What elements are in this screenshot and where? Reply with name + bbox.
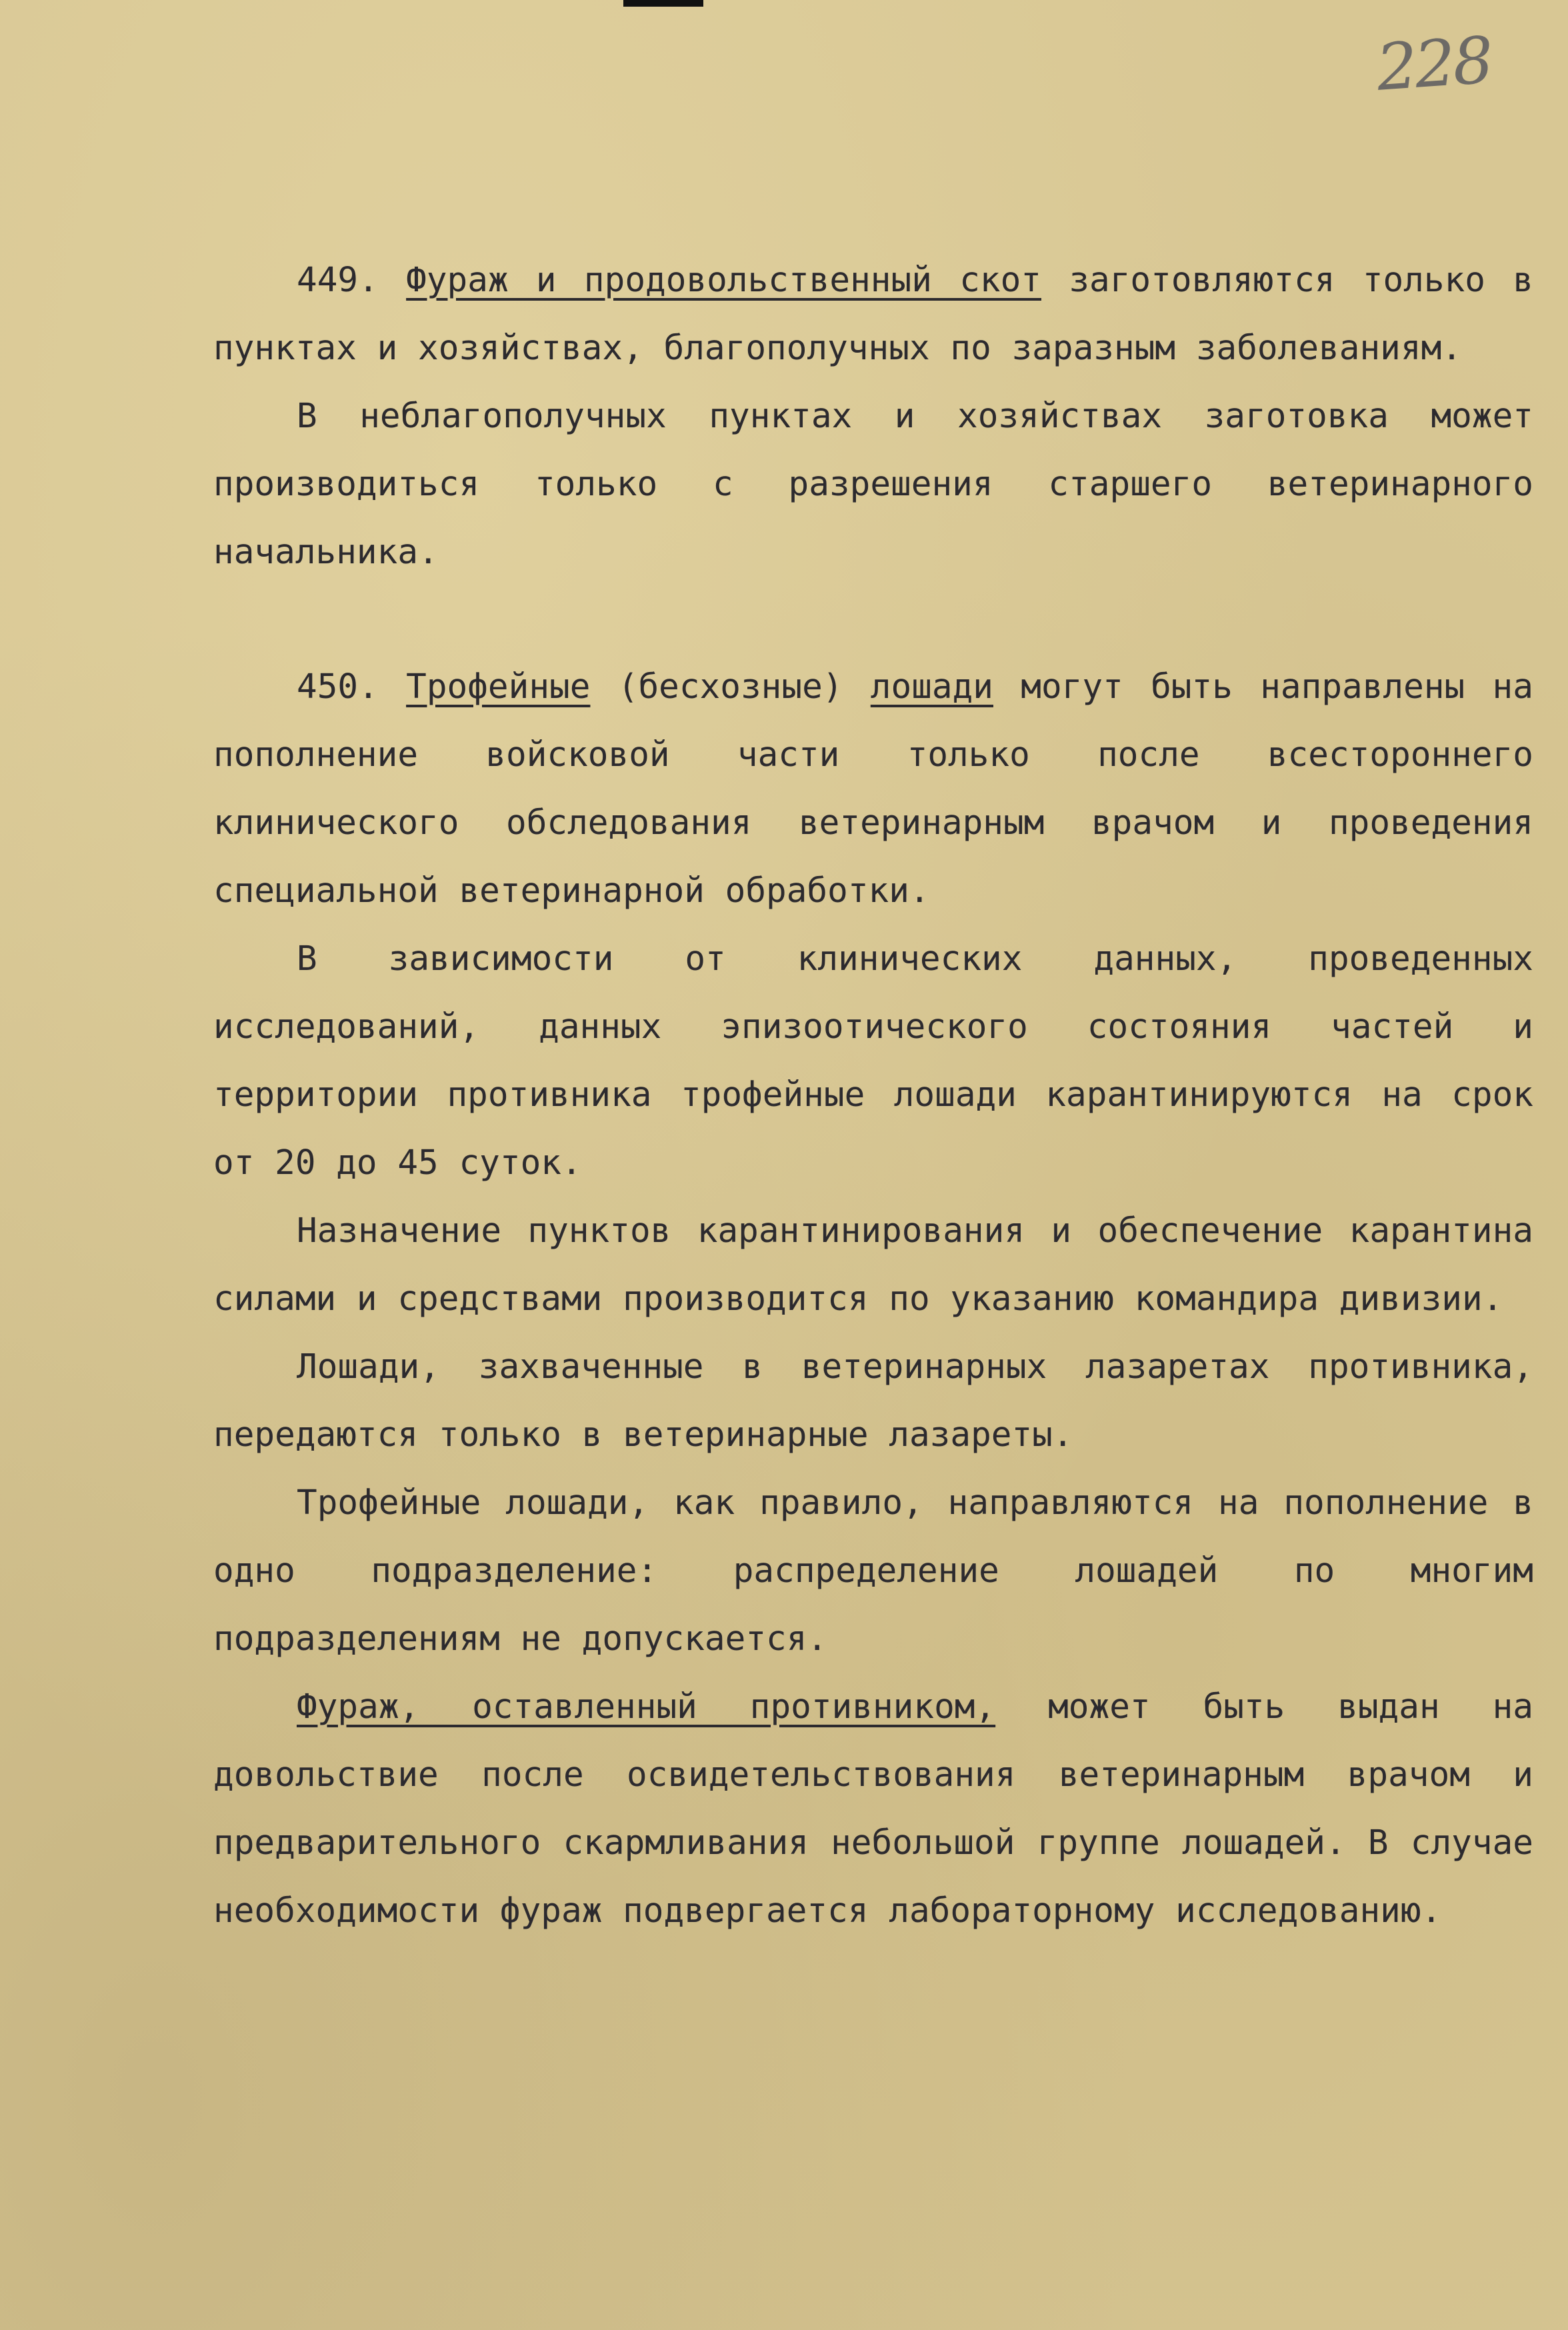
paragraph-450-4: Лошади, захваченные в ветеринарных лазаретах противника, передаются только в ветеринарные лазареты. bbox=[213, 1347, 1533, 1455]
paragraph-450-5: Трофейные лошади, как правило, направляются на пополнение в одно подразделение: распределение лошадей по многим подразделениям не допускается. bbox=[213, 1483, 1533, 1659]
section-number-450: 450. bbox=[297, 667, 379, 707]
paragraph-450-2: В зависимости от клинических данных, проведенных исследований, данных эпизоотического состояния частей и территории противника трофейные лошади карантинируются на срок от 20 до 45 суток. bbox=[213, 939, 1533, 1183]
section-heading-450-part2: лошади bbox=[870, 667, 994, 707]
section-number-449: 449. bbox=[297, 261, 379, 300]
paragraph-450-6-text: может быть выдан на довольствие после освидетельствования ветеринарным врачом и предварительного скармливания небольшой группе лошадей. В случае необходимости фураж подвергается лабораторному исследованию. bbox=[213, 1687, 1534, 1931]
paragraph-449-2: В неблагополучных пунктах и хозяйствах заготовка может производиться только с разрешения старшего ветеринарного начальника. bbox=[213, 397, 1533, 572]
paragraph-450-6-heading: Фураж, оставленный противником, bbox=[297, 1687, 996, 1727]
paragraph-449-text: заготовляются только в пунктах и хозяйствах, благополучных по заразным заболеваниям. bbox=[213, 261, 1533, 368]
section-heading-450-mid: (бесхозные) bbox=[617, 667, 843, 707]
page-number: 228 bbox=[1374, 23, 1493, 105]
document-body bbox=[213, 247, 1533, 1945]
section-heading-449: Фураж и продовольственный скот bbox=[406, 261, 1042, 300]
paragraph-450-6 bbox=[213, 1673, 1533, 1945]
paragraph-449 bbox=[213, 247, 1533, 383]
binding-mark bbox=[623, 0, 703, 7]
section-heading-450-part1: Трофейные bbox=[406, 667, 591, 707]
paragraph-450-3: Назначение пунктов карантинирования и обеспечение карантина силами и средствами производится по указанию командира дивизии. bbox=[213, 1211, 1533, 1319]
paragraph-450-text: могут быть направлены на пополнение войсковой части только после всестороннего клинического обследования ветеринарным врачом и проведения специальной ветеринарной обработки. bbox=[213, 667, 1533, 911]
paragraph-450 bbox=[213, 653, 1533, 925]
